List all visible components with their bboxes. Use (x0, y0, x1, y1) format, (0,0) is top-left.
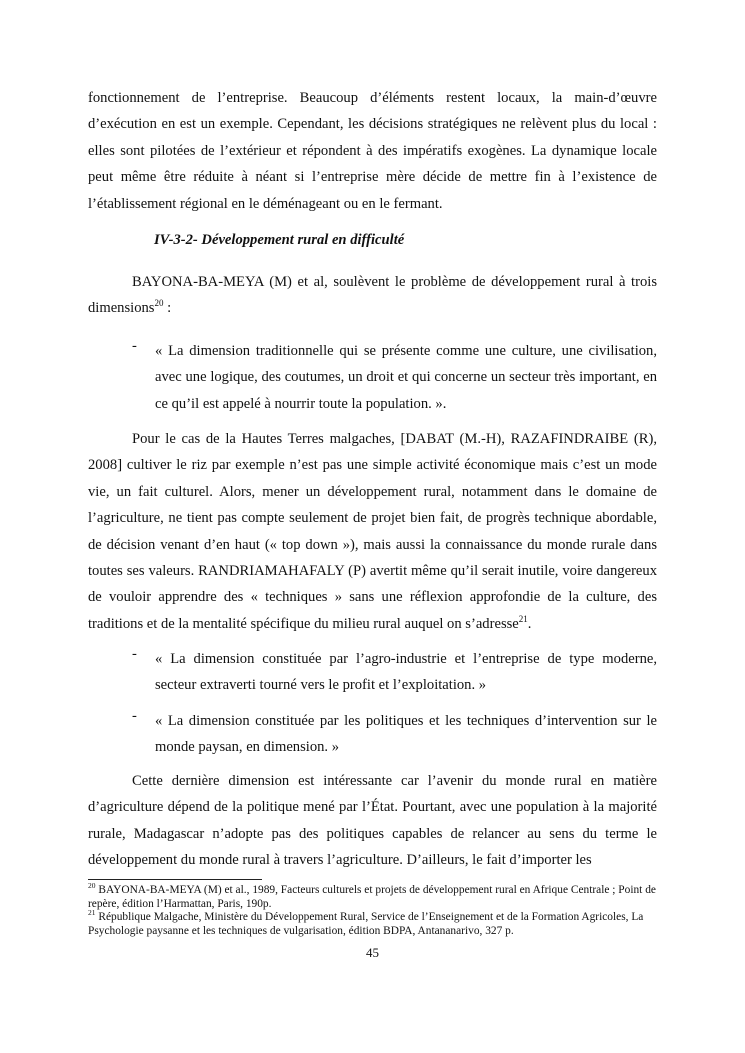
paragraph-dimensions-tail: : (163, 300, 172, 317)
footnote-text: République Malgache, Ministère du Développement Rural, Service de l’Enseignement et de la Formation Agricoles, La Psychologie paysanne et les techniques de vulgarisation, édition BDPA, Antananarivo, 327 p. (88, 911, 644, 937)
bullet-item-politics (132, 708, 657, 761)
bullet-text: « La dimension constituée par l’agro-industrie et l’entreprise de type moderne, secteur extraverti tourné vers le profit et l’exploitation. » (155, 651, 657, 694)
footnote-ref-20: 20 (154, 298, 164, 309)
footnote-number: 20 (88, 881, 96, 891)
bullet-text: « La dimension constituée par les politiques et les techniques d’intervention sur le monde paysan, en dimension. » (155, 713, 657, 756)
footnote-ref-21: 21 (518, 613, 528, 624)
section-heading: IV-3-2- Développement rural en difficulté (154, 232, 405, 248)
bullet-dash: - (132, 646, 137, 662)
paragraph-hautes-terres-body: Pour le cas de la Hautes Terres malgaches, [DABAT (M.-H), RAZAFINDRAIBE (R), 2008] cultiver le riz par exemple n’est pas une simple activité économique mais c’est un mode vie, un fait culturel. Alors, mener un développement rural, notamment dans le domaine de l’agriculture, ne tient pas compte seulement de projet bien fait, de progrès technique abordable, de décision venant d’en haut (« top down »), mais aussi la connaissance du monde rurale dans toutes ses valeurs. RANDRIAMAHAFALY (P) avertit même qu’il serait inutile, voire dangereux de vouloir apprendre des « techniques » sans une réflexion approfondie de la culture, des traditions et de la mentalité spécifique du milieu rural auquel on s’adresse (88, 431, 657, 632)
footnote-separator (88, 879, 262, 880)
footnote-text: BAYONA-BA-MEYA (M) et al., 1989, Facteurs culturels et projets de développement rural en Afrique Centrale ; Point de repère, édition l’Harmattan, Paris, 190p. (88, 884, 656, 910)
paragraph-hautes-terres-text (88, 426, 657, 637)
footnote-21 (88, 908, 657, 938)
page-number: 45 (366, 945, 379, 960)
bullet-item-agro-industry (132, 646, 657, 699)
footnote-number: 21 (88, 908, 96, 918)
paragraph-dimensions-body: BAYONA-BA-MEYA (M) et al, soulèvent le problème de développement rural à trois dimensions (88, 274, 657, 317)
bullet-dash: - (132, 708, 137, 724)
bullet-item-traditional (132, 338, 657, 417)
paragraph-intro (88, 85, 657, 217)
paragraph-dimensions-text (88, 269, 657, 322)
footnotes (88, 881, 657, 938)
paragraph-conclusion (88, 768, 657, 874)
paragraph-hautes-terres-tail: . (527, 615, 532, 632)
bullet-text: « La dimension traditionnelle qui se présente comme une culture, une civilisation, avec une logique, des coutumes, un droit et qui concerne un secteur très important, en ce qu’il est appelé à nourrir toute la population. ». (155, 343, 657, 412)
paragraph-dimensions (88, 269, 657, 322)
paragraph-intro-text: fonctionnement de l’entreprise. Beaucoup d’éléments restent locaux, la main-d’œuvre d’exécution en est un exemple. Cependant, les décisions stratégiques ne relèvent plus du local : elles sont pilotées de l’extérieur et répondent à des impératifs exogènes. La dynamique locale peut même être réduite à néant si l’entreprise mère décide de mettre fin à l’existence de l’établissement régional en le déménageant ou en le fermant. (88, 90, 657, 212)
paragraph-conclusion-text: Cette dernière dimension est intéressante car l’avenir du monde rural en matière d’agriculture dépend de la politique mené par l’État. Pourtant, avec une population à la majorité rurale, Madagascar n’adopte pas des politiques capables de relancer au sens du terme le développement du monde rural à travers l’agriculture. D’ailleurs, le fait d’importer les (88, 773, 657, 869)
paragraph-hautes-terres (88, 426, 657, 637)
footnote-20 (88, 881, 657, 911)
bullet-dash: - (132, 338, 137, 354)
